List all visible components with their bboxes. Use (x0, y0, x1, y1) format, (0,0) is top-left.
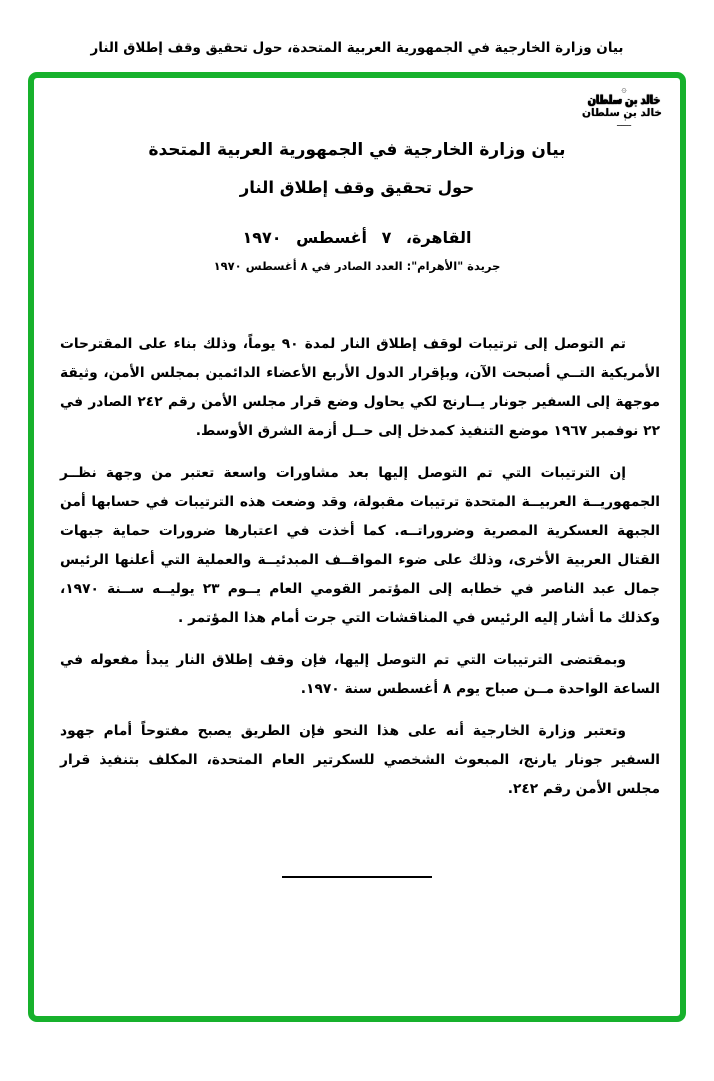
source-citation: جريدة "الأهرام": العدد الصادر في ٨ أغسطس ١٩٧٠ (213, 259, 501, 273)
body-paragraph: تم التوصل إلى ترتيبات لوقف إطلاق النار لمدة ٩٠ يوماً، وذلك بناء على المقترحات الأمريكية التــي أصبحت الآن، وبإقرار الدول الأربع الأعضاء الدائمين بمجلس الأمن، وثيقة موجهة إلى السفير جونار يــارنج لكي يحاول وضع قرار مجلس الأمن رقم ٢٤٢ الصادر في ٢٢ نوفمبر ١٩٦٧ موضع التنفيذ كمدخل إلى حــل أزمة الشرق الأوسط. (60, 336, 660, 439)
document-frame (28, 72, 686, 1022)
dateline: القاهرة، ٧ أغسطس ١٩٧٠ (242, 228, 472, 247)
body-paragraph: إن الترتيبات التي تم التوصل إليها بعد مشاورات واسعة تعتبر من وجهة نظــر الجمهوريــة العربيــة المتحدة ترتيبات مقبولة، وقد وضعت هذه الترتيبات في حسابها أمن الجبهة العسكرية المصرية وضروراتــه. كما أخذت في اعتبارها ضرورات حماية جبهات القتال العربية الأخرى، وذلك على ضوء المواقــف المبدئيــة والعملية التي أعلنها الرئيس جمال عبد الناصر في خطابه إلى المؤتمر القومي العام يــوم ٢٣ يوليــه ســنة ١٩٧٠، وكذلك ما أشار إليه الرئيس في المناقشات التي جرت أمام هذا المؤتمر . (60, 465, 660, 626)
seal-ornament-icon: ۞ (621, 85, 627, 95)
footer-divider (282, 876, 432, 878)
body-paragraph: وتعتبر وزارة الخارجية أنه على هذا النحو فإن الطريق يصبح مفتوحاً أمام جهود السفير جونار يارنج، المبعوث الشخصي للسكرتير العام المتحدة، المكلف بتنفيذ قرار مجلس الأمن رقم ٢٤٢. (60, 723, 660, 797)
document-title-line1: بيان وزارة الخارجية في الجمهورية العربية المتحدة (148, 140, 566, 160)
seal-calligraphy-cluster: خالد بن سلطان (587, 93, 661, 108)
document-title-line2: حول تحقيق وقف إطلاق النار (239, 178, 475, 197)
signature-seal (582, 85, 662, 128)
document-body (34, 330, 680, 804)
body-paragraph: وبمقتضى الترتيبات التي تم التوصل إليها، فإن وقف إطلاق النار يبدأ مفعوله في الساعة الواحدة مــن صباح يوم ٨ أغسطس سنة ١٩٧٠. (60, 652, 660, 697)
seal-name-text: خالد بن سلطان (582, 107, 662, 119)
seal-flourish: ـــٰـــ (616, 119, 632, 128)
page-header-note: بيان وزارة الخارجية في الجمهورية العربية المتحدة، حول تحقيق وقف إطلاق النار (90, 40, 624, 56)
